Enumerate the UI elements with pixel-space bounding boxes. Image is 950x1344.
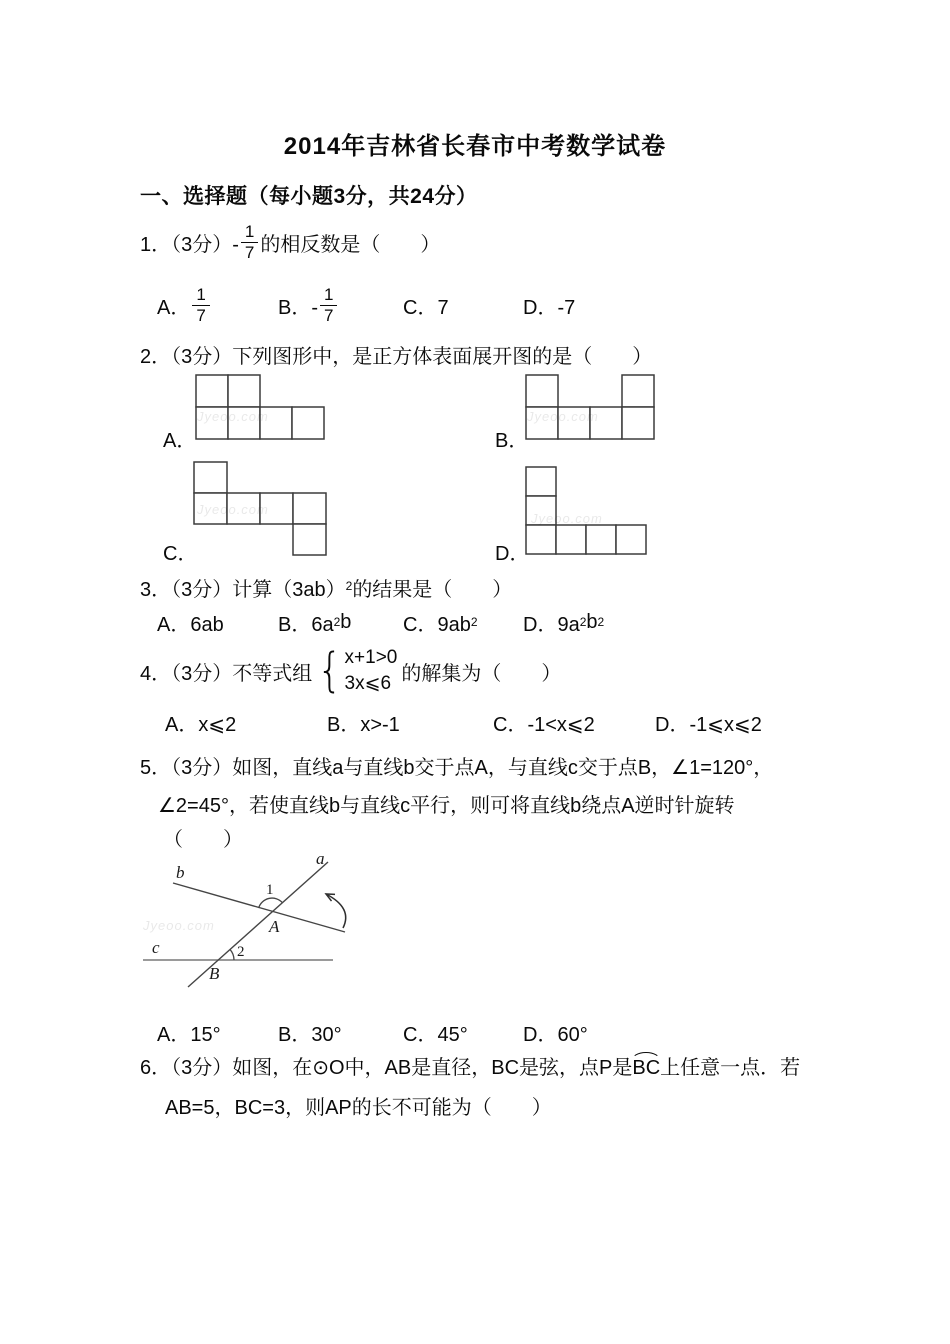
q4-option-d: D．-1⩽x⩽2 — [655, 713, 762, 736]
q3-option-b: B．6a 2 b — [278, 610, 352, 636]
q5-option-c: C．45° — [403, 1023, 468, 1046]
watermark: Jyeoo.com — [527, 409, 599, 424]
q1-option-d: D．-7 — [523, 296, 576, 319]
q1-text-pre: 1．（3分）- — [140, 233, 239, 256]
watermark: Jyeoo.com — [531, 511, 603, 526]
q3-option-d: D．9a 2 b 2 — [523, 610, 605, 636]
q1-option-b: B．- $\frac{1}{7}$ — [278, 285, 403, 325]
figure-label-b: B． — [495, 430, 529, 452]
watermark: Jyeoo.com — [143, 918, 215, 933]
angle-2-arc — [230, 949, 234, 960]
question-5-line2: ∠2=45°，若使直线b与直线c平行，则可将直线b绕点A逆时针旋转 — [158, 795, 735, 817]
figure-label-a: A． — [163, 430, 197, 452]
question-3: 3．（3分）计算$(3ab)^2$的结果是（ ） — [140, 579, 513, 601]
cube-net-cell — [292, 407, 324, 439]
line-a-label: a — [316, 849, 325, 868]
cube-net-cell — [196, 375, 228, 407]
cube-net-cell — [526, 467, 556, 496]
q5-option-d: D．60° — [523, 1023, 588, 1046]
cube-net-cell — [622, 375, 654, 407]
question-4 — [140, 645, 561, 697]
cube-net-cell — [556, 525, 586, 554]
arc-over-bc: BC — [632, 1057, 661, 1079]
angle-2-label: 2 — [237, 944, 245, 960]
q5-option-b: B．30° — [278, 1023, 342, 1046]
cube-net-cell — [293, 524, 326, 555]
q3-exponent: 2 — [345, 579, 353, 593]
cube-net-cell — [194, 462, 227, 493]
cube-net-cell — [526, 375, 558, 407]
question-2: 2．（3分）下列图形中，是正方体表面展开图的是（ ） — [140, 346, 653, 368]
option-a-fraction: $\frac{1}{7}$ — [192, 285, 209, 325]
q5-option-a: A．15° — [157, 1023, 221, 1046]
rotation-arrow-icon — [326, 894, 346, 928]
question-5-line1: 5．（3分）如图，直线a与直线b交于点A，与直线c交于点B，∠1=120°， — [140, 757, 774, 779]
q4-options — [165, 708, 762, 736]
inequality-1: x+1>0 — [344, 647, 398, 669]
q2-figure-a-cube-net — [195, 374, 327, 442]
rotation-arrow-head-icon — [326, 894, 335, 901]
point-b-label: B — [209, 964, 220, 983]
q2-figure-b-cube-net — [525, 374, 657, 442]
fraction-denominator: 7 — [244, 242, 255, 262]
system-brace: { — [317, 643, 343, 698]
q1-option-a: A． $\frac{1}{7}$ — [157, 285, 278, 325]
q4-option-c: C．-1<x⩽2 — [493, 713, 595, 736]
q5-options — [157, 1018, 588, 1046]
figure-label-d: D． — [495, 543, 530, 565]
figure-label-c: C． — [163, 543, 198, 565]
cube-net-cell — [622, 407, 654, 439]
q4-option-b: B．x>-1 — [327, 713, 400, 736]
inequality-system — [345, 647, 398, 695]
q1-options — [157, 282, 575, 328]
q3-option-c: C．9ab 2 — [403, 613, 478, 636]
inequality-2: 3x⩽6 — [344, 673, 392, 694]
line-c-label: c — [152, 938, 160, 957]
question-1 — [140, 219, 440, 265]
fraction-numerator: 1 — [241, 222, 258, 243]
angle-1-label: 1 — [266, 882, 274, 898]
watermark: Jyeoo.com — [197, 409, 269, 424]
q4-option-a: A．x⩽2 — [165, 713, 237, 736]
page-title: 2014年吉林省长春市中考数学试卷 — [283, 133, 667, 160]
cube-net-cell — [228, 375, 260, 407]
point-a-label: A — [269, 917, 280, 936]
section-heading: 一、选择题（每小题3分，共24分） — [140, 185, 478, 208]
question-6-line2: AB=5，BC=3，则AP的长不可能为（ ） — [165, 1097, 552, 1119]
cube-net-cell — [526, 525, 556, 554]
q3-option-a: A．6ab — [157, 613, 224, 636]
watermark: Jyeoo.com — [197, 502, 269, 517]
option-b-fraction: $\frac{1}{7}$ — [320, 285, 337, 325]
cube-net-cell — [616, 525, 646, 554]
q4-text-post: 的解集为（ ） — [401, 662, 562, 685]
q1-option-c: C．7 — [403, 296, 449, 319]
q4-text-pre: 4．（3分）不等式组 — [140, 662, 313, 685]
line-b-label: b — [176, 863, 185, 882]
question-5-line3: （ ） — [163, 829, 243, 851]
q3-options — [157, 608, 604, 636]
q1-text-post: 的相反数是（ ） — [260, 233, 441, 256]
cube-net-cell — [586, 525, 616, 554]
q5-lines-figure — [140, 848, 490, 1013]
q1-fraction — [241, 222, 258, 262]
question-6-line1: 6．（3分）如图，在⊙O中，AB是直径，BC是弦，点P是BC上任意一点．若 — [140, 1057, 801, 1079]
cube-net-cell — [293, 493, 326, 524]
